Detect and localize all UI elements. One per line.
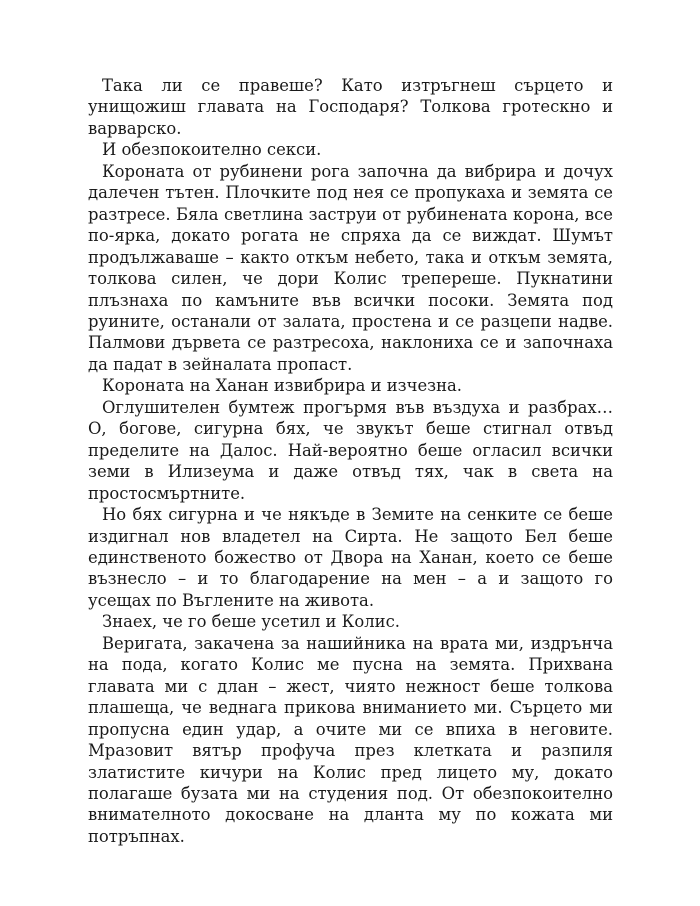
paragraph: Короната от рубинени рога започна да вибрира и дочух далечен тътен. Плочките под нея се пропукаха и земята се разтресе. Бяла светлина заструи от рубинената корона, все по-ярка, докато рогата не спряха да се виждат. Шумът продължаваше – както откъм небето, така и откъм земята, толкова силен, че дори Колис трепереше. Пукнатини плъзнаха по камъните във всички посоки. Земята под руините, останали от залата, простена и се разцепи надве. Палмови дървета се разтресоха, наклониха се и започнаха да падат в зейналата пропаст. [88, 161, 613, 374]
paragraph: Оглушителен бумтеж прогърмя във въздуха и разбрах… О, богове, сигурна бях, че звукът беше стигнал отвъд пределите на Далос. Най-вероятно беше огласил всички земи в Илизеума и даже отвъд тях, чак в света на простосмъртните. [88, 397, 613, 503]
paragraph: Веригата, закачена за нашийника на врата ми, издрънча на пода, когато Колис ме пусна на земята. Прихвана главата ми с длан – жест, чиято нежност беше толкова плашеща, че веднага прикова вниманието ми. Сърцето ми пропусна един удар, а очите ми се впиха в неговите. Мразовит вятър профуча през клетката и разпиля златистите кичури на Колис пред лицето му, докато полагаше бузата ми на студения под. От обезпокоително внимателното докосване на дланта му по кожата ми потръпнах. [88, 633, 613, 846]
paragraph: И обезпокоително секси. [102, 140, 322, 160]
body-text [88, 75, 613, 847]
paragraph: Знаех, че го беше усетил и Колис. [102, 612, 400, 632]
paragraph: Така ли се правеше? Като изтръгнеш сърцето и унищожиш главата на Господаря? Толкова гротескно и варварско. [88, 76, 613, 138]
paragraph: Короната на Ханан извибрира и изчезна. [102, 376, 462, 396]
paragraph: Но бях сигурна и че някъде в Земите на сенките се беше издигнал нов владетел на Сирта. Не защото Бел беше единственото божество от Двора на Ханан, което се беше възнесло – и то благодарение на мен – а и защото го усещах по Въглените на живота. [88, 505, 613, 610]
